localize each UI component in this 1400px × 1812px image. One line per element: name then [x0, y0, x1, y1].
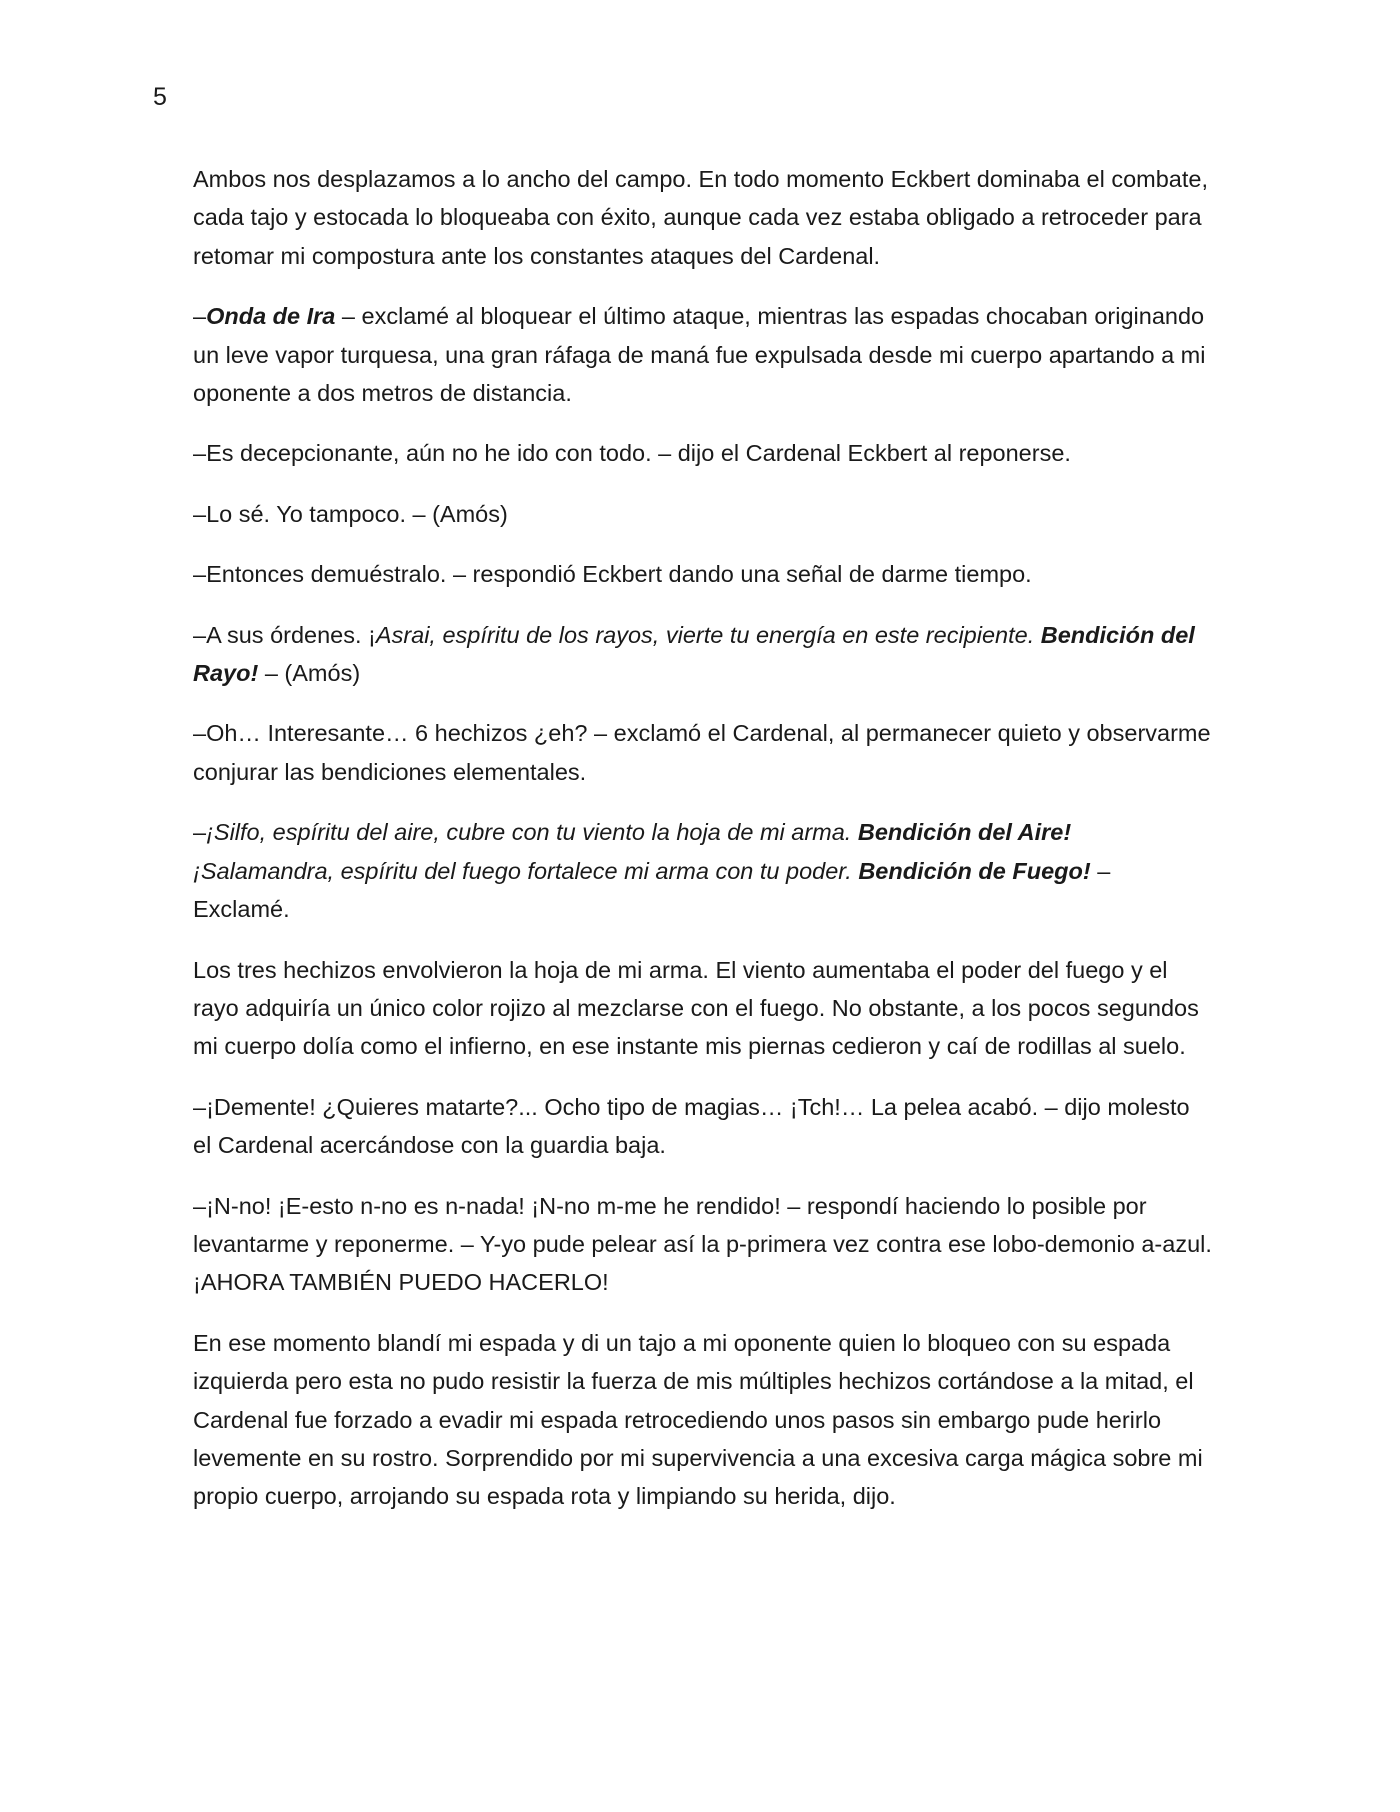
paragraph — [193, 1324, 1213, 1516]
paragraph — [193, 951, 1213, 1066]
paragraph — [193, 495, 1213, 533]
paragraph — [193, 813, 1213, 928]
text-segment: – exclamé al bloquear el último ataque, mientras las espadas chocaban originando un leve vapor turquesa, una gran ráfaga de maná fue expulsada desde mi cuerpo apartando a mi oponente a dos metros de distancia. — [193, 303, 1206, 407]
text-segment: En ese momento blandí mi espada y di un tajo a mi oponente quien lo bloqueo con su espada izquierda pero esta no pudo resistir la fuerza de mis múltiples hechizos cortándose a la mitad, el Cardenal fue forzado a evadir mi espada retrocediendo unos pasos sin embargo pude herirlo levemente en su rostro. Sorprendido por mi supervivencia a una excesiva carga mágica sobre mi propio cuerpo, arrojando su espada rota y limpiando su herida, dijo. — [193, 1329, 1203, 1510]
italic-text-segment: ¡Silfo, espíritu del aire, cubre con tu viento la hoja de mi arma. — [206, 819, 858, 846]
text-segment: – (Amós) — [258, 660, 361, 687]
text-segment: –Lo sé. Yo tampoco. – (Amós) — [193, 500, 508, 527]
text-segment: Los tres hechizos envolvieron la hoja de mi arma. El viento aumentaba el poder del fuego y el rayo adquiría un único color rojizo al mezclarse con el fuego. No obstante, a los pocos segundos mi cuerpo dolía como el infierno, en ese instante mis piernas cedieron y caí de rodillas al suelo. — [193, 956, 1199, 1060]
text-segment: –Entonces demuéstralo. – respondió Eckbert dando una señal de darme tiempo. — [193, 561, 1032, 588]
text-segment: –Oh… Interesante… 6 hechizos ¿eh? – exclamó el Cardenal, al permanecer quieto y observarme conjurar las bendiciones elementales. — [193, 720, 1211, 785]
bold-italic-text-segment: Onda de Ira — [206, 303, 336, 330]
text-segment: –Es decepcionante, aún no he ido con todo. – dijo el Cardenal Eckbert al reponerse. — [193, 440, 1071, 467]
paragraph — [193, 1088, 1213, 1165]
text-segment: – Exclamé. — [193, 857, 1111, 923]
italic-text-segment: Asrai, espíritu de los rayos, vierte tu energía en este recipiente. — [375, 621, 1041, 648]
bold-italic-text-segment: Bendición de Fuego! — [858, 857, 1091, 884]
text-segment: – — [193, 819, 207, 846]
paragraph — [193, 1187, 1213, 1302]
paragraph — [193, 434, 1213, 472]
text-segment: –¡Demente! ¿Quieres matarte?... Ocho tipo de magias… ¡Tch!… La pelea acabó. – dijo molesto el Cardenal acercándose con la guardia baja. — [193, 1093, 1190, 1159]
bold-italic-text-segment: Bendición del Rayo! — [193, 621, 1195, 687]
text-segment: – — [193, 303, 207, 330]
paragraph — [193, 714, 1213, 791]
paragraph — [193, 297, 1213, 412]
bold-italic-text-segment: Bendición del Aire! — [857, 819, 1072, 846]
text-segment: –A sus órdenes. ¡ — [193, 621, 376, 648]
text-segment: –¡N-no! ¡E-esto n-no es n-nada! ¡N-no m-me he rendido! – respondí haciendo lo posible por levantarme y reponerme. – Y-yo pude pelear así la p-primera vez contra ese lobo-demonio a-azul. ¡AHORA TAMBIÉN PUEDO HACERLO! — [193, 1192, 1212, 1296]
paragraph — [193, 160, 1213, 275]
paragraph — [193, 555, 1213, 593]
text-segment: Ambos nos desplazamos a lo ancho del campo. En todo momento Eckbert dominaba el combate, cada tajo y estocada lo bloqueaba con éxito, aunque cada vez estaba obligado a retroceder para retomar mi compostura ante los constantes ataques del Cardenal. — [193, 166, 1208, 269]
paragraph — [193, 616, 1213, 693]
body-text — [193, 160, 1213, 1538]
page-number: 5 — [153, 83, 167, 111]
italic-text-segment: ¡Salamandra, espíritu del fuego fortalece mi arma con tu poder. — [193, 857, 859, 884]
